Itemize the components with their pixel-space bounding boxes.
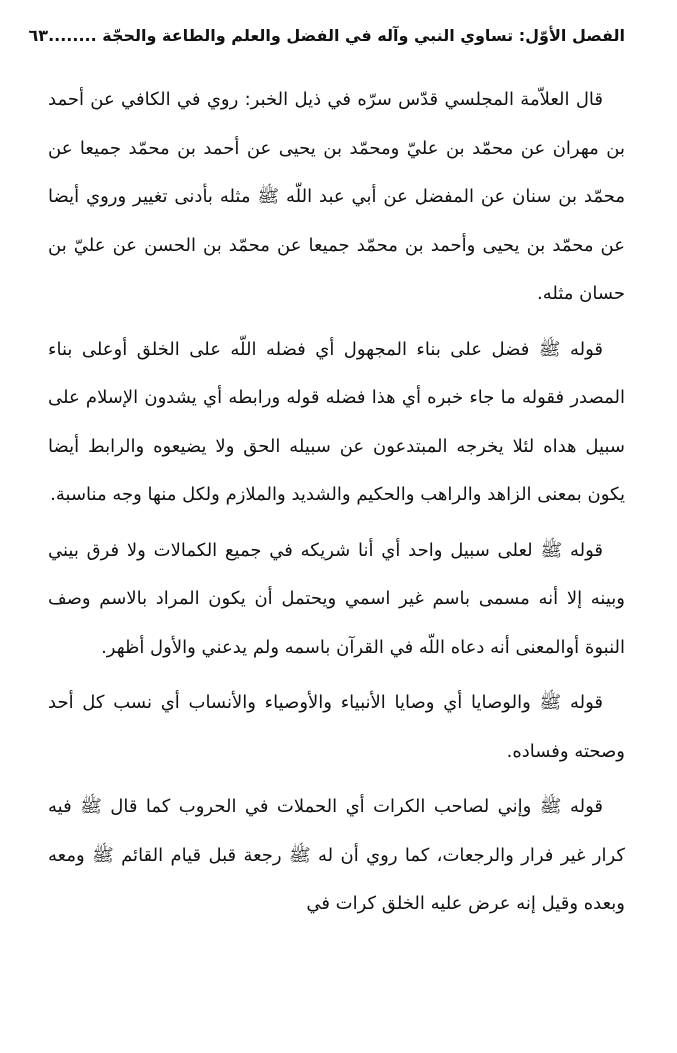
paragraph: قوله ﷺ فضل على بناء المجهول أي فضله اللّه على الخلق أوعلى بناء المصدر فقوله ما جاء خبره أي هذا فضله قوله ورابطه أي يشدون الإسلام على سبيل هداه لئلا يخرجه المبتدعون عن سبيله الحق ولا يضيعوه والرابط أيضا يكون بمعنى الزاهد والراهب والحكيم والشديد والملازم ولكل منها وجه مناسبة. [48,338,625,505]
chapter-title-text: الفصل الأوّل: تساوي النبي وآله في الفضل والعلم والطاعة والحجّة [102,26,625,45]
chapter-title [48,26,625,45]
page-number: ٦٣ [28,26,49,45]
running-header [28,26,625,66]
paragraph: قال العلاّمة المجلسي قدّس سرّه في ذيل الخبر: روي في الكافي عن أحمد بن مهران عن محمّد بن عليّ ومحمّد بن يحيى عن أحمد بن محمّد جميعا عن محمّد بن سنان عن المفضل عن أبي عبد اللّه ﷺ مثله بأدنى تغيير وروي أيضا عن محمّد بن يحيى وأحمد بن محمّد جميعا عن محمّد بن الحسن عن عليّ بن حسان مثله. [48,89,625,304]
leader-dots: ........ [48,26,97,45]
paragraph: قوله ﷺ وإني لصاحب الكرات أي الحملات في الحروب كما قال ﷺ فيه كرار غير فرار والرجعات، كما روي أن له ﷺ رجعة قبل قيام القائم ﷺ ومعه وبعده وقيل إنه عرض عليه الخلق كرات في [48,796,625,914]
paragraph: قوله ﷺ لعلى سبيل واحد أي أنا شريكه في جميع الكمالات ولا فرق بيني وبينه إلا أنه مسمى باسم غير اسمي ويحتمل أن يكون المراد بالاسم وصف النبوة أوالمعنى أنه دعاه اللّه في القرآن باسمه ولم يدعني والأول أظهر. [48,539,625,658]
main-text [48,76,625,936]
paragraph: قوله ﷺ والوصايا أي وصايا الأنبياء والأوصياء والأنساب أي نسب كل أحد وصحته وفساده. [48,692,625,762]
